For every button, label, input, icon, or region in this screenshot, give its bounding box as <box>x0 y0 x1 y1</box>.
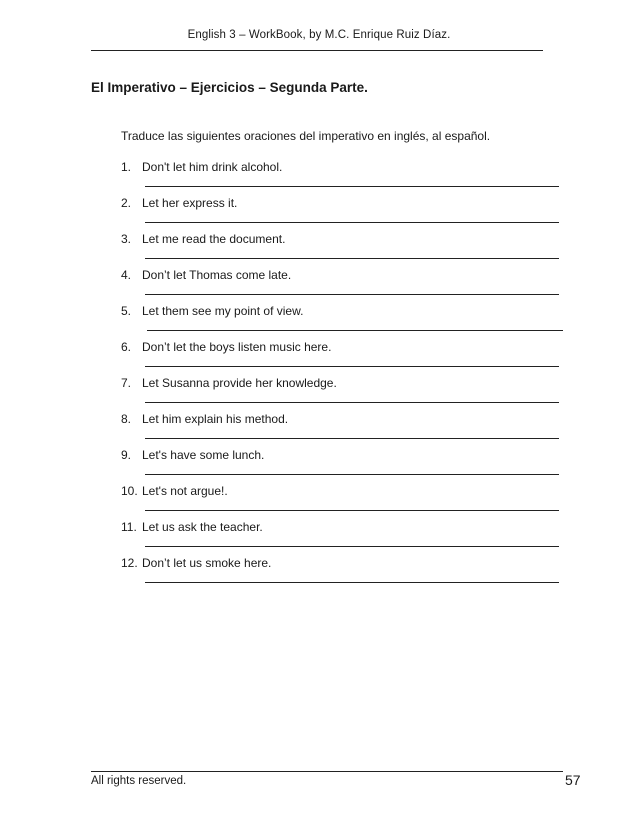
answer-line <box>145 294 559 295</box>
exercise-number: 8. <box>121 412 132 426</box>
answer-line <box>145 222 559 223</box>
exercise-number: 7. <box>121 376 132 390</box>
exercise-item-7 <box>121 376 571 412</box>
answer-line <box>145 546 559 547</box>
exercise-item-9 <box>121 448 571 484</box>
exercise-number: 9. <box>121 448 132 462</box>
running-header: English 3 – WorkBook, by M.C. Enrique Ruiz Díaz. <box>187 29 451 41</box>
exercise-item-1 <box>121 160 571 196</box>
exercise-number: 5. <box>121 304 132 318</box>
page-title: El Imperativo – Ejercicios – Segunda Parte. <box>91 80 368 95</box>
answer-line <box>145 366 559 367</box>
exercise-sentence: Let them see my point of view. <box>142 304 304 318</box>
exercise-item-8 <box>121 412 571 448</box>
exercise-item-11 <box>121 520 571 556</box>
exercise-number: 6. <box>121 340 132 354</box>
exercise-sentence: Let's not argue!. <box>142 484 228 498</box>
answer-line <box>145 186 559 187</box>
footer-copyright: All rights reserved. <box>91 775 187 787</box>
exercise-item-10 <box>121 484 571 520</box>
exercise-number: 2. <box>121 196 132 210</box>
instruction-text: Traduce las siguientes oraciones del imperativo en inglés, al español. <box>121 129 491 143</box>
exercise-sentence: Let Susanna provide her knowledge. <box>142 376 337 390</box>
exercise-sentence: Don't let him drink alcohol. <box>142 160 283 174</box>
footer-rule <box>91 771 563 772</box>
exercise-number: 3. <box>121 232 132 246</box>
exercise-number: 4. <box>121 268 132 282</box>
answer-line <box>147 330 563 331</box>
exercise-sentence: Let me read the document. <box>142 232 286 246</box>
answer-line <box>145 474 559 475</box>
exercise-number: 11. <box>121 520 137 534</box>
exercise-item-12 <box>121 556 571 592</box>
exercise-item-2 <box>121 196 571 232</box>
exercise-number: 12. <box>121 556 138 570</box>
exercise-list <box>121 160 571 592</box>
exercise-sentence: Let her express it. <box>142 196 238 210</box>
exercise-item-6 <box>121 340 571 376</box>
exercise-number: 1. <box>121 160 132 174</box>
exercise-sentence: Don’t let us smoke here. <box>142 556 272 570</box>
exercise-sentence: Don’t let the boys listen music here. <box>142 340 332 354</box>
header-rule <box>91 50 543 51</box>
exercise-item-3 <box>121 232 571 268</box>
exercise-number: 10. <box>121 484 138 498</box>
exercise-sentence: Let us ask the teacher. <box>142 520 263 534</box>
page-number: 57 <box>565 772 581 788</box>
exercise-sentence: Let's have some lunch. <box>142 448 265 462</box>
answer-line <box>145 402 559 403</box>
exercise-item-5 <box>121 304 571 340</box>
answer-line <box>145 438 559 439</box>
exercise-item-4 <box>121 268 571 304</box>
exercise-sentence: Don’t let Thomas come late. <box>142 268 292 282</box>
exercise-sentence: Let him explain his method. <box>142 412 289 426</box>
answer-line <box>145 582 559 583</box>
answer-line <box>145 510 559 511</box>
answer-line <box>145 258 559 259</box>
